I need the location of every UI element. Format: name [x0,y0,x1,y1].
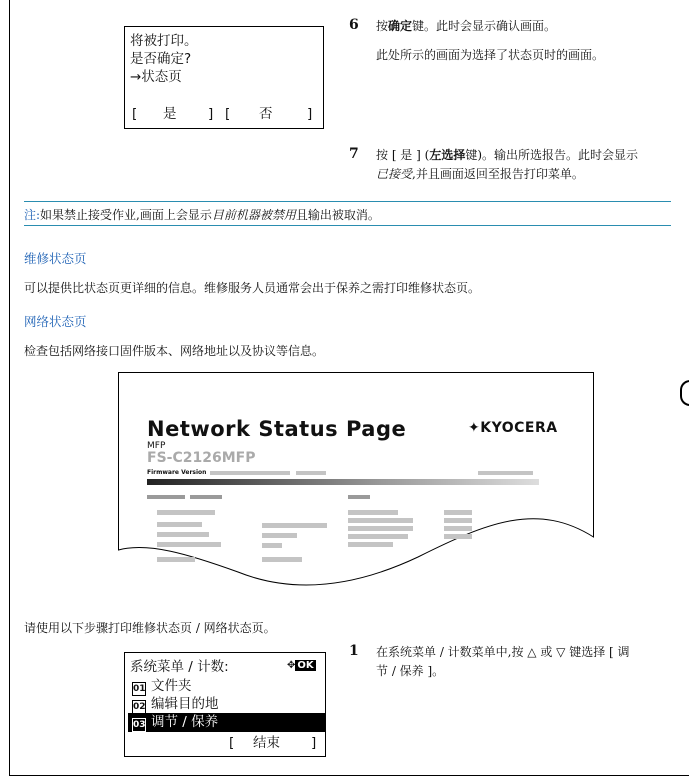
lcd-confirm-panel [124,26,324,129]
placeholder-text [348,526,413,531]
placeholder-text [262,533,297,538]
placeholder-text [157,510,215,515]
placeholder-text [348,518,413,523]
service-status-description: 可以提供比状态页更详细的信息。维修服务人员通常会出于保养之需打印维修状态页。 [24,281,481,295]
text: ,并且画面返回至报告打印菜单。 [412,167,584,181]
placeholder-text [147,495,185,499]
ok-key-name: 确定 [388,19,413,33]
sample-title: Network Status Page [147,417,407,441]
heading-network-status-page: 网络状态页 [24,314,87,329]
menu-item-label: 编辑目的地 [151,696,219,712]
item-number-badge: 03 [133,720,146,730]
left-select-key: 左选择 [429,148,466,162]
menu-item-edit-destination[interactable] [132,695,325,714]
bracket: ] [307,106,313,122]
bracket: ] [311,735,317,751]
heading-service-status-page: 维修状态页 [24,251,87,266]
instruction-text: 请使用以下步骤打印维修状态页 / 网络状态页。 [24,621,276,635]
step-6-number: 6 [349,17,359,33]
lcd-line-1: 将被打印。 [130,33,198,49]
placeholder-text [348,510,398,515]
end-button[interactable] [229,733,321,753]
placeholder-text [444,510,472,515]
text: 且输出被取消。 [295,208,380,222]
text: 键)。输出所选报告。此时会显示 [465,148,639,162]
step-6-text [376,17,556,36]
placeholder-text [190,495,222,499]
menu-item-folder[interactable] [132,677,325,696]
kyocera-mark-icon: ✦ [468,420,481,436]
note-bottom-rule [24,225,671,226]
no-label: 否 [259,106,273,122]
placeholder-text [444,518,472,523]
placeholder-text [348,495,370,499]
note-top-rule [24,201,671,202]
ok-label: OK [297,660,314,671]
step-1-text [376,643,676,681]
placeholder-text [444,526,472,531]
text: 键。此时会显示确认画面。 [412,19,557,33]
accepted-message: 已接受 [376,167,413,181]
placeholder-text [210,471,290,475]
step-7-text [376,146,676,184]
lcd-menu-title: 系统菜单 / 计数: [130,659,229,675]
item-number-badge: 01 [133,684,146,694]
note-label: 注: [24,208,41,222]
yes-label: 是 [163,106,177,122]
disabled-message: 目前机器被禁用 [211,208,296,222]
text: 按 [ 是 ] ( [376,148,430,162]
placeholder-text [262,557,302,562]
gradient-rule [147,479,539,485]
placeholder-text [157,522,202,527]
step-1-line-1: 在系统菜单 / 计数菜单中,按 △ 或 ▽ 键选择 [ 调 [376,645,630,659]
step-7-number: 7 [349,146,359,162]
menu-item-adjustment-maintenance[interactable] [128,713,325,732]
placeholder-text [478,471,533,475]
page-edge-tab [680,380,689,406]
kyocera-logo [468,420,558,436]
placeholder-text [157,557,195,562]
placeholder-text [262,523,327,528]
placeholder-text [157,532,209,537]
lcd-line-2: 是否确定? [130,51,192,67]
no-button[interactable] [225,104,317,124]
page-frame-left [9,0,10,776]
end-label: 结束 [253,735,280,751]
network-status-sample [118,372,594,592]
bracket: [ [132,106,138,122]
step-1-number: 1 [349,643,359,659]
bracket: [ [225,106,231,122]
lcd-line-3: →状态页 [130,69,182,85]
lcd-system-menu-panel [124,652,326,757]
menu-item-label: 文件夹 [151,678,192,694]
kyocera-wordmark: KYOCERA [480,420,558,436]
cross-arrows-icon: ✥ [287,660,296,671]
placeholder-text [444,534,472,539]
placeholder-text [296,471,326,475]
sample-mfp: MFP [147,441,166,451]
sample-model: FS-C2126MFP [147,450,256,466]
page-frame-bottom [9,775,689,776]
yes-button[interactable] [130,104,220,124]
step-1-line-2: 节 / 保养 ]。 [376,664,445,678]
text: 如果禁止接受作业,画面上会显示 [40,208,212,222]
item-number-badge: 02 [133,702,146,712]
step-6-subtext: 此处所示的画面为选择了状态页时的画面。 [376,48,605,62]
menu-item-label: 调节 / 保养 [151,714,219,730]
placeholder-text [348,542,393,547]
placeholder-text [157,542,221,547]
note [24,206,380,223]
ok-indicator [287,659,316,673]
bracket: [ [229,735,235,751]
placeholder-text [262,543,282,548]
sample-firmware-label: Firmware Version [147,469,207,476]
placeholder-text [348,534,408,539]
bracket: ] [208,106,214,122]
text: 按 [376,19,389,33]
network-status-description: 检查包括网络接口固件版本、网络地址以及协议等信息。 [24,344,325,358]
